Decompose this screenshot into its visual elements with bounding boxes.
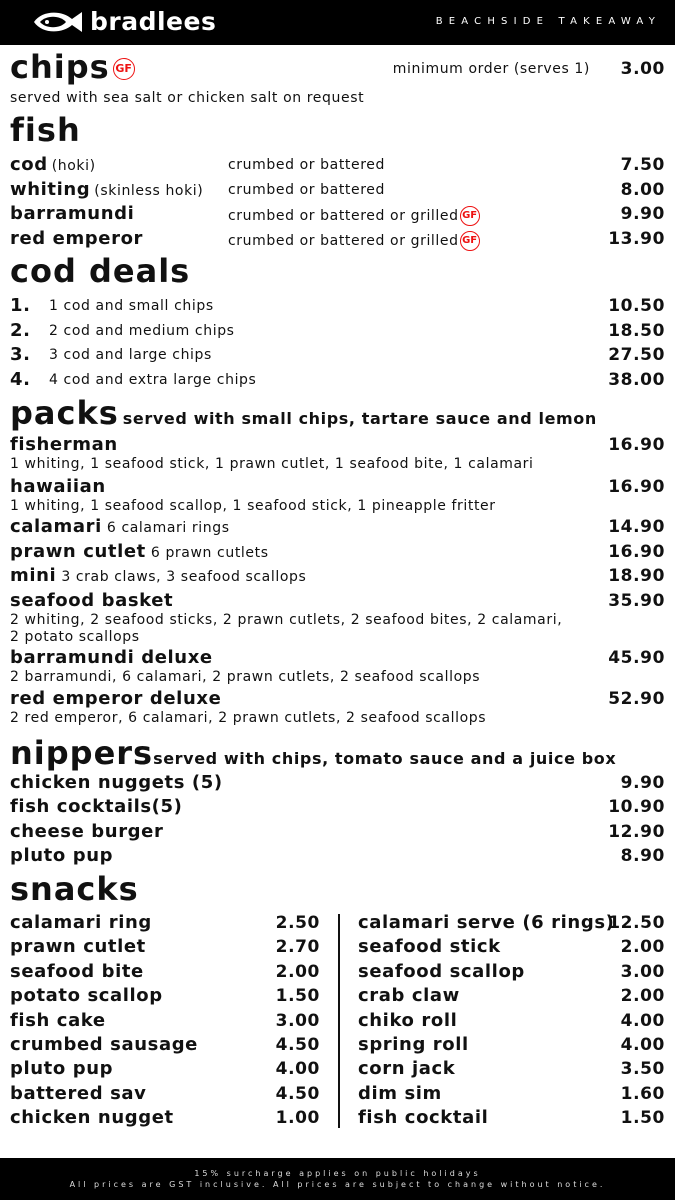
cod-deal-description: 4 cod and extra large chips — [49, 372, 257, 388]
snack-item-name: seafood stick — [358, 936, 501, 957]
fish-item-name-text: red emperor — [10, 228, 144, 249]
packs-subtitle: served with small chips, tartare sauce and lemon — [122, 409, 597, 428]
nippers-subtitle: served with chips, tomato sauce and a juice box — [153, 749, 617, 768]
snack-item-price: 4.00 — [620, 1035, 665, 1055]
snack-item-name: fish cake — [10, 1010, 106, 1031]
pack-item-name — [10, 541, 269, 564]
pack-item-price: 16.90 — [608, 435, 665, 455]
nippers-item-price: 12.90 — [608, 822, 665, 842]
fish-item-options — [228, 231, 480, 251]
snack-item-price: 2.00 — [620, 986, 665, 1006]
pack-item-name — [10, 590, 173, 612]
snack-item-price: 3.00 — [620, 962, 665, 982]
snack-item-name: seafood scallop — [358, 961, 525, 982]
fish-item-options-text: crumbed or battered — [228, 182, 385, 198]
pack-item-name — [10, 688, 221, 710]
snack-item-name: potato scallop — [10, 985, 163, 1006]
fish-item-options-text: crumbed or battered — [228, 157, 385, 173]
pack-item-name-text: fisherman — [10, 434, 118, 455]
gf-badge: GF — [460, 231, 480, 251]
cod-deal-number: 1. — [10, 295, 31, 316]
pack-item-description: 2 red emperor, 6 calamari, 2 prawn cutlets, 2 seafood scallops — [10, 710, 487, 726]
pack-item-description-line2: 2 potato scallops — [10, 629, 140, 645]
snack-item-price: 4.50 — [275, 1035, 320, 1055]
pack-item-name-text: hawaiian — [10, 476, 106, 497]
pack-item-price: 16.90 — [608, 542, 665, 562]
cod-deal-price: 27.50 — [608, 345, 665, 365]
pack-item-description: 2 barramundi, 6 calamari, 2 prawn cutlets, 2 seafood scallops — [10, 669, 481, 685]
fish-item-options — [228, 157, 385, 174]
snack-item-price: 12.50 — [608, 913, 665, 933]
pack-item-price: 14.90 — [608, 517, 665, 537]
snack-item-name: fish cocktail — [358, 1107, 489, 1128]
nippers-heading: nippersserved with chips, tomato sauce and a juice box — [10, 734, 617, 772]
snack-item-price: 1.00 — [275, 1108, 320, 1128]
pack-item-name-text: red emperor deluxe — [10, 688, 222, 709]
cod-deal-description: 2 cod and medium chips — [49, 323, 235, 339]
snack-item-name: dim sim — [358, 1083, 442, 1104]
cod-deals-heading: cod deals — [10, 252, 191, 290]
tagline: BEACHSIDE TAKEAWAY — [435, 16, 661, 27]
fish-item-price: 8.00 — [620, 180, 665, 200]
fish-item-options — [228, 206, 480, 226]
fish-item-options-text: crumbed or battered or grilled — [228, 208, 459, 224]
snack-item-price: 2.00 — [620, 937, 665, 957]
pack-item-name-text: seafood basket — [10, 590, 174, 611]
snack-item-name: pluto pup — [10, 1058, 114, 1079]
nippers-item-name: fish cocktails(5) — [10, 796, 183, 817]
cod-deal-number: 3. — [10, 344, 31, 365]
fish-item-options-text: crumbed or battered or grilled — [228, 233, 459, 249]
cod-deal-price: 38.00 — [608, 370, 665, 390]
fish-item-name — [10, 179, 203, 202]
pack-item-name-text: prawn cutlet — [10, 541, 146, 562]
cod-deal-price: 18.50 — [608, 321, 665, 341]
cod-deal-number: 2. — [10, 320, 31, 341]
snack-item-name: calamari ring — [10, 912, 152, 933]
fish-item-price: 7.50 — [620, 155, 665, 175]
gf-badge: GF — [460, 206, 480, 226]
nippers-item-price: 8.90 — [620, 846, 665, 866]
snack-item-name: chicken nugget — [10, 1107, 174, 1128]
snack-item-price: 4.50 — [275, 1084, 320, 1104]
snack-item-price: 1.50 — [275, 986, 320, 1006]
snack-item-price: 4.00 — [275, 1059, 320, 1079]
nippers-item-name: chicken nuggets (5) — [10, 772, 223, 793]
chips-min-label: minimum order (serves 1) — [392, 61, 590, 77]
fish-item-name-text: whiting — [10, 179, 91, 200]
gf-badge: GF — [113, 58, 135, 80]
pack-item-name-text: calamari — [10, 516, 102, 537]
packs-heading: packs served with small chips, tartare sauce and lemon — [10, 394, 597, 432]
nippers-item-name: pluto pup — [10, 845, 114, 866]
snack-item-price: 2.50 — [275, 913, 320, 933]
snack-item-name: calamari serve (6 rings) — [358, 912, 615, 933]
fish-item-name — [10, 154, 96, 177]
snack-item-price: 1.60 — [620, 1084, 665, 1104]
footer-disclaimer: All prices are GST inclusive. All prices are subject to change without notice. — [69, 1180, 606, 1189]
pack-item-name — [10, 565, 306, 588]
pack-item-price: 16.90 — [608, 477, 665, 497]
snack-item-name: crab claw — [358, 985, 460, 1006]
snack-item-name: crumbed sausage — [10, 1034, 198, 1055]
footer — [0, 1158, 675, 1200]
fish-item-subtext: (skinless hoki) — [94, 183, 204, 199]
pack-item-inline-desc: 6 calamari rings — [106, 520, 230, 536]
pack-item-name-text: barramundi deluxe — [10, 647, 213, 668]
fish-item-subtext: (hoki) — [51, 158, 96, 174]
fish-item-name-text: cod — [10, 154, 48, 175]
fish-icon — [32, 9, 84, 35]
snacks-divider — [338, 914, 340, 1128]
fish-item-name — [10, 203, 134, 225]
pack-item-name — [10, 516, 230, 539]
cod-deal-number: 4. — [10, 369, 31, 390]
cod-deal-description: 3 cod and large chips — [49, 347, 212, 363]
snacks-heading: snacks — [10, 870, 139, 908]
fish-heading: fish — [10, 111, 81, 149]
snack-item-price: 3.50 — [620, 1059, 665, 1079]
pack-item-name — [10, 476, 106, 498]
snack-item-price: 2.00 — [275, 962, 320, 982]
nippers-item-price: 9.90 — [620, 773, 665, 793]
pack-item-description: 1 whiting, 1 seafood stick, 1 prawn cutlet, 1 seafood bite, 1 calamari — [10, 456, 534, 472]
fish-item-price: 9.90 — [620, 204, 665, 224]
brand-name: bradlees — [90, 7, 217, 36]
chips-note: served with sea salt or chicken salt on request — [10, 90, 365, 106]
snack-item-price: 1.50 — [620, 1108, 665, 1128]
snack-item-price: 2.70 — [275, 937, 320, 957]
pack-item-name — [10, 434, 118, 456]
pack-item-price: 52.90 — [608, 689, 665, 709]
snack-item-name: spring roll — [358, 1034, 469, 1055]
pack-item-price: 35.90 — [608, 591, 665, 611]
nippers-item-price: 10.90 — [608, 797, 665, 817]
pack-item-inline-desc: 3 crab claws, 3 seafood scallops — [61, 569, 307, 585]
chips-price: 3.00 — [620, 59, 665, 79]
nippers-item-name: cheese burger — [10, 821, 164, 842]
pack-item-name — [10, 647, 213, 669]
pack-item-description: 2 whiting, 2 seafood sticks, 2 prawn cutlets, 2 seafood bites, 2 calamari, — [10, 612, 563, 628]
pack-item-price: 18.90 — [608, 566, 665, 586]
fish-item-options — [228, 182, 385, 199]
fish-item-price: 13.90 — [608, 229, 665, 249]
snack-item-name: battered sav — [10, 1083, 147, 1104]
cod-deal-description: 1 cod and small chips — [49, 298, 214, 314]
pack-item-name-text: mini — [10, 565, 57, 586]
snack-item-name: seafood bite — [10, 961, 144, 982]
header-bar — [0, 0, 675, 45]
pack-item-price: 45.90 — [608, 648, 665, 668]
snack-item-name: chiko roll — [358, 1010, 458, 1031]
snack-item-price: 4.00 — [620, 1011, 665, 1031]
cod-deal-price: 10.50 — [608, 296, 665, 316]
fish-item-name-text: barramundi — [10, 203, 135, 224]
pack-item-description: 1 whiting, 1 seafood scallop, 1 seafood stick, 1 pineapple fritter — [10, 498, 496, 514]
pack-item-inline-desc: 6 prawn cutlets — [150, 545, 269, 561]
snack-item-name: corn jack — [358, 1058, 456, 1079]
chips-heading: chips GF — [10, 50, 135, 84]
footer-surcharge: 15% surcharge applies on public holidays — [194, 1169, 481, 1178]
snack-item-name: prawn cutlet — [10, 936, 146, 957]
snack-item-price: 3.00 — [275, 1011, 320, 1031]
logo — [32, 8, 216, 36]
fish-item-name — [10, 228, 143, 250]
